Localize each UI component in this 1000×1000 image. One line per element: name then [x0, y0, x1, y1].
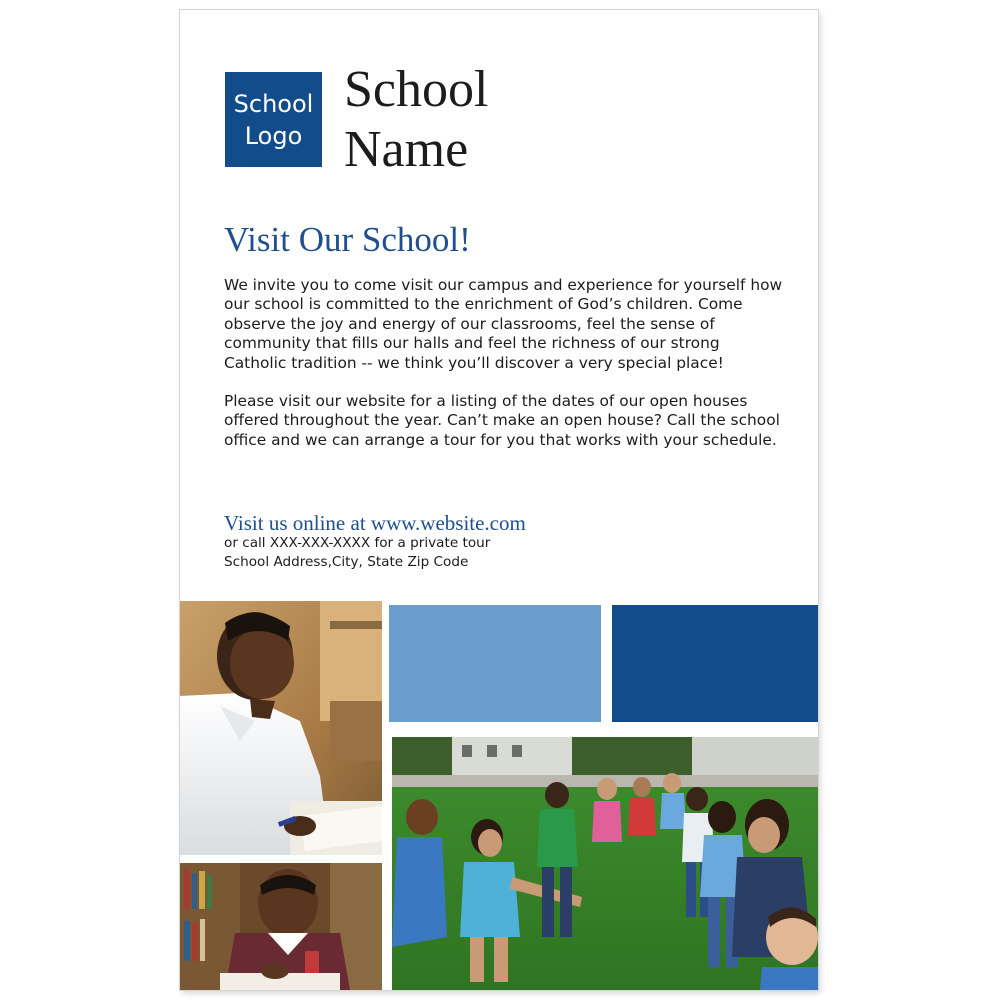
phone-line: or call XXX-XXX-XXXX for a private tour — [224, 535, 491, 551]
body-text — [224, 276, 784, 469]
photo-student-writing — [180, 601, 382, 855]
navy-block — [612, 605, 818, 722]
address-line: School Address,City, State Zip Code — [224, 554, 469, 570]
headline: Visit Our School! — [224, 220, 471, 259]
school-name-line-2: Name — [344, 121, 469, 178]
website-line: Visit us online at www.website.com — [224, 511, 526, 535]
light-blue-block — [389, 605, 601, 722]
paragraph-invitation: We invite you to come visit our campus and experience for yourself how our school is committed to the enrichment of God’s children. Come observe the joy and energy of our classrooms, feel the sense of community that fills our halls and feel the richness of our strong Catholic tradition -- we think you’ll discover a very special place! — [224, 276, 783, 372]
school-name — [344, 60, 488, 180]
flyer-page — [180, 10, 818, 990]
school-name-line-1: School — [344, 61, 489, 118]
paragraph-open-house: Please visit our website for a listing of the dates of our open houses offered throughout the year. Can’t make an open house? Call the school office and we can arrange a tour for you that works with your schedule. — [224, 392, 780, 449]
photo-children-playground — [392, 737, 818, 990]
photo-child-reading — [180, 863, 382, 990]
logo-line-1: School — [233, 89, 314, 118]
school-logo — [225, 72, 322, 167]
logo-line-2: Logo — [244, 121, 303, 150]
